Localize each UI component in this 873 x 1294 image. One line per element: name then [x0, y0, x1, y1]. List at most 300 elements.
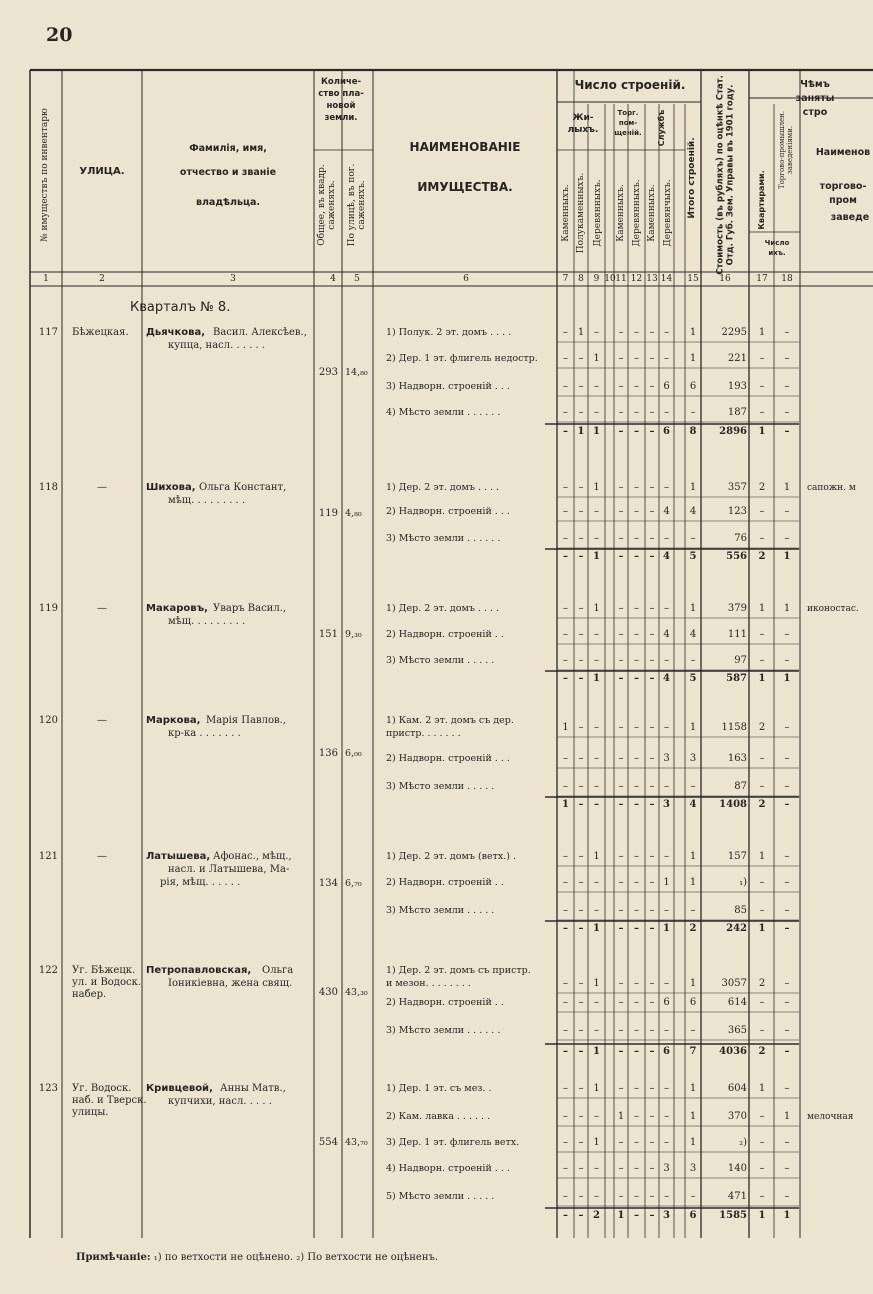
count-cell: –: [649, 533, 655, 544]
owner-surname: Шихова,: [146, 482, 196, 493]
owner-details: кр-ка . . . . . . .: [168, 728, 241, 739]
total-value: 1408: [719, 799, 747, 810]
header-owner-l2: отчество и званіе: [179, 167, 277, 178]
total-count: 2: [689, 923, 697, 934]
entry-number: 123: [38, 1083, 58, 1094]
header-sub-wood: Деревянныхъ.: [593, 179, 603, 247]
owner-details: купчихи, насл. . . . .: [168, 1096, 272, 1107]
count-cell: –: [563, 407, 568, 418]
value-cell: 3057: [721, 978, 747, 989]
count-cell: –: [649, 506, 655, 517]
count-cell: –: [618, 407, 624, 418]
count-cell: –: [664, 482, 669, 493]
total-count: –: [618, 551, 624, 562]
count-cell: –: [649, 997, 655, 1008]
count-cell: –: [649, 1111, 655, 1122]
total-count: –: [563, 1046, 568, 1057]
entry-number: 117: [38, 327, 58, 338]
property-item: 3) Мѣсто земли . . . . .: [386, 905, 495, 916]
count-cell: –: [594, 327, 599, 338]
value-cell: 379: [727, 603, 747, 614]
count-cell: –: [578, 533, 584, 544]
count-cell: –: [563, 327, 568, 338]
count-cell: 1: [562, 722, 569, 733]
count-cell: 3: [689, 753, 697, 764]
count-cell: 2: [758, 978, 766, 989]
count-cell: 4: [689, 506, 697, 517]
value-cell: 2295: [721, 327, 747, 338]
owner-details: насл. и Латышева, Ма-: [168, 864, 290, 875]
count-cell: –: [649, 381, 655, 392]
count-cell: –: [594, 781, 599, 792]
street-name: —: [97, 603, 107, 614]
count-cell: –: [664, 655, 669, 666]
count-cell: –: [664, 1111, 669, 1122]
page-number: 20: [46, 24, 73, 46]
count-cell: –: [634, 506, 639, 517]
count-cell: –: [578, 1163, 584, 1174]
value-cell: ₂): [739, 1137, 747, 1148]
count-cell: –: [563, 1111, 568, 1122]
street-frontage: 43,₇₀: [345, 1137, 368, 1148]
total-value: 2896: [719, 426, 747, 437]
count-cell: –: [649, 851, 655, 862]
count-cell: –: [664, 533, 669, 544]
count-cell: –: [649, 655, 655, 666]
property-item: 2) Дер. 1 эт. флигель недостр.: [386, 353, 538, 364]
count-cell: –: [664, 353, 669, 364]
count-cell: 1: [783, 603, 791, 614]
count-cell: –: [578, 781, 584, 792]
count-cell: –: [594, 905, 599, 916]
count-cell: –: [634, 655, 639, 666]
count-cell: –: [649, 978, 655, 989]
count-cell: 1: [593, 1137, 600, 1148]
count-cell: –: [634, 905, 639, 916]
total-count: 4: [663, 551, 670, 562]
column-number: 5: [354, 274, 360, 284]
count-cell: –: [664, 1137, 669, 1148]
count-cell: –: [618, 722, 624, 733]
count-cell: –: [618, 905, 624, 916]
total-count: –: [594, 799, 599, 810]
count-cell: –: [563, 978, 568, 989]
count-cell: –: [634, 1137, 639, 1148]
occupation-cell: иконостас.: [807, 604, 859, 614]
count-cell: –: [594, 407, 599, 418]
header-col18-l3: заведе: [830, 212, 870, 223]
total-count: –: [618, 426, 624, 437]
property-item: 1) Дер. 2 эт. домъ . . . .: [386, 482, 500, 493]
count-cell: –: [618, 533, 624, 544]
header-occupied: Чѣмъ заняты стро: [795, 79, 835, 118]
count-cell: –: [759, 1191, 765, 1202]
header-value: Стоимость (въ рубляхъ) по оцѣнкѣ Стат. Отд. Губ. Зем. Управы въ 1901 году.: [715, 75, 735, 275]
count-cell: –: [649, 1025, 655, 1036]
count-cell: –: [649, 482, 655, 493]
total-value: 587: [726, 673, 747, 684]
count-cell: –: [578, 753, 584, 764]
count-cell: –: [759, 655, 765, 666]
entry-number: 121: [38, 851, 58, 862]
property-item: 2) Надворн. строеній . .: [386, 997, 504, 1008]
property-item: 2) Кам. лавка . . . . . .: [386, 1111, 491, 1122]
count-cell: –: [594, 506, 599, 517]
count-cell: 1: [689, 482, 697, 493]
property-item: 1) Дер. 2 эт. домъ съ пристр.: [386, 965, 531, 976]
count-cell: –: [649, 327, 655, 338]
property-item: 1) Дер. 1 эт. съ мез. .: [386, 1083, 492, 1094]
column-number: 3: [230, 274, 236, 284]
count-cell: –: [563, 655, 568, 666]
column-number: 15: [687, 274, 699, 284]
count-cell: –: [618, 851, 624, 862]
occupation-cell: сапожн. м: [807, 483, 856, 493]
count-cell: –: [578, 629, 584, 640]
count-cell: 1: [783, 1111, 791, 1122]
count-cell: –: [578, 1111, 584, 1122]
value-cell: 471: [727, 1191, 747, 1202]
count-cell: –: [690, 781, 696, 792]
total-count: 1: [593, 426, 600, 437]
count-cell: –: [594, 753, 599, 764]
header-sub-wood2: Деревянныхъ.: [632, 179, 642, 247]
land-area: 554: [318, 1137, 338, 1148]
land-area: 136: [318, 748, 338, 759]
count-cell: –: [649, 1083, 655, 1094]
property-item: 3) Мѣсто земли . . . . .: [386, 781, 495, 792]
count-cell: –: [618, 327, 624, 338]
count-cell: –: [618, 482, 624, 493]
street-frontage: 4,₈₀: [345, 507, 362, 519]
quarter-title: Кварталъ № 8.: [130, 300, 231, 315]
count-cell: –: [578, 1137, 584, 1148]
count-cell: –: [594, 1025, 599, 1036]
count-cell: –: [759, 877, 765, 888]
total-count: 5: [689, 673, 697, 684]
owner-details: мѣщ. . . . . . . . .: [168, 616, 246, 627]
owner-surname: Петропавловская,: [146, 965, 252, 976]
count-cell: –: [563, 1191, 568, 1202]
count-cell: –: [664, 603, 669, 614]
property-item: 1) Дер. 2 эт. домъ (ветх.) .: [386, 851, 516, 862]
count-cell: 1: [689, 978, 697, 989]
count-cell: –: [563, 482, 568, 493]
footnote-text: ₁) по ветхости не оцѣнено. ₂) По ветхости не оцѣненъ.: [153, 1252, 439, 1263]
count-cell: 6: [663, 997, 670, 1008]
property-item: 5) Мѣсто земли . . . . .: [386, 1191, 495, 1202]
count-cell: 4: [689, 629, 697, 640]
street-name: набер.: [72, 989, 107, 1000]
count-cell: –: [578, 1191, 584, 1202]
column-number: 7: [562, 274, 569, 284]
count-cell: –: [784, 1083, 790, 1094]
header-trade-est: Торгово-промышлен. заведеніями.: [778, 110, 794, 190]
count-cell: –: [784, 353, 790, 364]
count-cell: 1: [593, 851, 600, 862]
total-count: –: [784, 923, 790, 934]
count-cell: –: [578, 506, 584, 517]
property-item: 3) Надворн. строеній . . .: [386, 381, 510, 392]
total-count: –: [784, 426, 790, 437]
total-count: –: [578, 551, 584, 562]
total-count: –: [649, 923, 655, 934]
street-name: ул. и Водоск.: [72, 977, 142, 988]
count-cell: –: [759, 997, 765, 1008]
header-sub-stone3: Каменныхъ.: [647, 184, 657, 242]
count-cell: –: [759, 1163, 765, 1174]
count-cell: –: [618, 753, 624, 764]
total-count: 1: [758, 1210, 766, 1221]
entry-number: 120: [38, 715, 58, 726]
count-cell: –: [784, 781, 790, 792]
count-cell: –: [664, 851, 669, 862]
value-cell: 123: [727, 506, 747, 517]
count-cell: –: [759, 1111, 765, 1122]
count-cell: 2: [758, 482, 766, 493]
count-cell: 1: [689, 353, 697, 364]
count-cell: –: [634, 603, 639, 614]
count-cell: 1: [593, 978, 600, 989]
value-cell: 187: [727, 407, 747, 418]
count-cell: –: [594, 1163, 599, 1174]
property-item: 2) Надворн. строеній . . .: [386, 753, 510, 764]
count-cell: –: [563, 629, 568, 640]
value-cell: 87: [734, 781, 747, 792]
total-count: –: [578, 1046, 584, 1057]
total-count: 2: [593, 1210, 600, 1221]
value-cell: 193: [727, 381, 747, 392]
count-cell: –: [634, 722, 639, 733]
total-count: –: [578, 673, 584, 684]
property-item: 1) Кам. 2 эт. домъ съ дер.: [386, 715, 514, 726]
column-number: 9: [593, 274, 600, 284]
count-cell: –: [578, 482, 584, 493]
count-cell: –: [563, 603, 568, 614]
count-cell: –: [594, 629, 599, 640]
column-number: 10: [604, 274, 616, 284]
count-cell: –: [594, 722, 599, 733]
count-cell: –: [784, 533, 790, 544]
property-item: 2) Надворн. строеній . .: [386, 877, 504, 888]
value-cell: 111: [727, 629, 747, 640]
header-apartments: Квартирами.: [757, 170, 766, 230]
count-cell: –: [618, 1163, 624, 1174]
property-item: 2) Надворн. строеній . . .: [386, 506, 510, 517]
footnote: [76, 1252, 438, 1263]
count-cell: 4: [663, 629, 670, 640]
count-cell: 1: [758, 851, 766, 862]
count-cell: –: [664, 905, 669, 916]
count-cell: –: [784, 327, 790, 338]
count-cell: –: [649, 781, 655, 792]
count-cell: –: [618, 978, 624, 989]
count-cell: 1: [783, 482, 791, 493]
count-cell: 1: [593, 482, 600, 493]
count-cell: –: [594, 1111, 599, 1122]
count-cell: 1: [689, 722, 697, 733]
count-cell: –: [634, 533, 639, 544]
count-cell: –: [634, 407, 639, 418]
count-cell: –: [649, 753, 655, 764]
count-cell: –: [649, 629, 655, 640]
count-cell: –: [664, 978, 669, 989]
count-cell: –: [594, 877, 599, 888]
property-item: 2) Надворн. строеній . .: [386, 629, 504, 640]
count-cell: –: [759, 533, 765, 544]
header-col18-l1: Наименов: [815, 147, 871, 158]
count-cell: 2: [758, 722, 766, 733]
count-cell: –: [618, 997, 624, 1008]
header-col1: № имуществъ по инвентарю: [40, 108, 50, 242]
count-cell: –: [563, 381, 568, 392]
count-cell: –: [594, 655, 599, 666]
count-cell: –: [664, 1191, 669, 1202]
value-cell: 365: [727, 1025, 747, 1036]
value-cell: 370: [727, 1111, 747, 1122]
count-cell: –: [690, 1191, 696, 1202]
count-cell: –: [634, 781, 639, 792]
count-cell: 3: [663, 1163, 670, 1174]
count-cell: –: [594, 533, 599, 544]
count-cell: –: [634, 978, 639, 989]
owner-details: рія, мѣщ. . . . . .: [160, 877, 241, 888]
count-cell: –: [563, 851, 568, 862]
total-value: 1585: [719, 1210, 747, 1221]
total-count: 8: [689, 426, 697, 437]
header-total: Итого строеній.: [687, 137, 697, 219]
total-count: 4: [689, 799, 697, 810]
property-item: 3) Мѣсто земли . . . . . .: [386, 1025, 501, 1036]
total-count: 2: [758, 1046, 766, 1057]
total-count: –: [634, 1046, 639, 1057]
count-cell: 3: [663, 753, 670, 764]
count-cell: –: [759, 905, 765, 916]
count-cell: 1: [758, 1083, 766, 1094]
count-cell: –: [759, 407, 765, 418]
total-count: 1: [577, 426, 585, 437]
count-cell: –: [634, 482, 639, 493]
entry-number: 118: [38, 482, 58, 493]
total-count: –: [784, 1046, 790, 1057]
street-frontage: 6,₇₀: [345, 878, 362, 889]
count-cell: –: [664, 1083, 669, 1094]
total-count: 6: [663, 1046, 670, 1057]
count-cell: –: [664, 722, 669, 733]
occupation-cell: мелочная: [807, 1112, 854, 1122]
count-cell: –: [690, 407, 696, 418]
total-count: –: [563, 426, 568, 437]
count-cell: –: [784, 506, 790, 517]
count-cell: –: [784, 851, 790, 862]
count-cell: 1: [593, 353, 600, 364]
street-name: Уг. Водоск.: [72, 1083, 132, 1094]
total-count: 2: [758, 551, 766, 562]
count-cell: –: [649, 407, 655, 418]
total-count: –: [634, 1210, 639, 1221]
count-cell: 1: [689, 1111, 697, 1122]
count-cell: –: [690, 655, 696, 666]
count-cell: –: [634, 877, 639, 888]
property-item: и мезон. . . . . . . .: [386, 978, 471, 989]
header-owner-l1: Фамилія, имя,: [189, 143, 267, 154]
owner-surname: Дьячкова,: [146, 327, 206, 338]
count-cell: –: [578, 997, 584, 1008]
count-cell: –: [578, 353, 584, 364]
land-area: 430: [318, 987, 338, 998]
column-number: 11: [615, 274, 627, 284]
count-cell: 1: [689, 603, 697, 614]
count-cell: –: [618, 381, 624, 392]
header-property-l1: НАИМЕНОВАНІЕ: [409, 140, 521, 154]
owner-details: Ольга Констант,: [199, 482, 287, 493]
count-cell: –: [563, 753, 568, 764]
count-cell: –: [759, 753, 765, 764]
count-cell: 1: [689, 1083, 697, 1094]
count-cell: 1: [593, 1083, 600, 1094]
value-cell: 604: [727, 1083, 747, 1094]
entry-number: 119: [38, 603, 58, 614]
count-cell: –: [563, 533, 568, 544]
property-item: 3) Мѣсто земли . . . . .: [386, 655, 495, 666]
header-living: Жи-лыхъ.: [567, 113, 599, 135]
count-cell: –: [634, 1111, 639, 1122]
count-cell: –: [759, 781, 765, 792]
street-frontage: 6,₀₀: [345, 748, 362, 759]
count-cell: –: [784, 1191, 790, 1202]
street-frontage: 9,₃₀: [345, 629, 362, 640]
street-name: —: [97, 482, 107, 493]
total-count: –: [634, 673, 639, 684]
count-cell: 4: [663, 506, 670, 517]
land-area: 134: [318, 878, 338, 889]
count-cell: –: [563, 877, 568, 888]
owner-details: Уваръ Васил.,: [213, 603, 287, 614]
value-cell: 140: [727, 1163, 747, 1174]
column-number: 17: [756, 274, 768, 284]
footnote-label: Примѣчаніе:: [76, 1252, 151, 1263]
count-cell: –: [649, 1163, 655, 1174]
count-cell: –: [784, 629, 790, 640]
count-cell: 1: [593, 603, 600, 614]
value-cell: 157: [727, 851, 747, 862]
count-cell: –: [690, 905, 696, 916]
total-value: 556: [726, 551, 747, 562]
land-area: 151: [318, 629, 338, 640]
total-count: –: [578, 1210, 584, 1221]
count-cell: –: [578, 722, 584, 733]
header-front: По улицѣ, въ пог. саженяхъ.: [347, 163, 367, 247]
owner-details: мѣщ. . . . . . . . .: [168, 495, 246, 506]
total-count: –: [563, 673, 568, 684]
count-cell: 1: [689, 851, 697, 862]
column-number: 6: [463, 274, 469, 284]
count-cell: 1: [689, 877, 697, 888]
header-buildings: Число строеній.: [574, 78, 686, 92]
count-cell: –: [578, 407, 584, 418]
count-cell: –: [784, 1163, 790, 1174]
property-item: 1) Полук. 2 эт. домъ . . . .: [386, 327, 512, 338]
count-cell: –: [563, 506, 568, 517]
total-count: –: [618, 923, 624, 934]
count-cell: –: [563, 997, 568, 1008]
count-cell: –: [634, 629, 639, 640]
count-cell: –: [784, 381, 790, 392]
total-count: 1: [593, 673, 600, 684]
property-item: пристр. . . . . . .: [386, 728, 461, 739]
header-land: Количе-ство пла-новой земли.: [318, 77, 364, 123]
total-count: –: [563, 923, 568, 934]
